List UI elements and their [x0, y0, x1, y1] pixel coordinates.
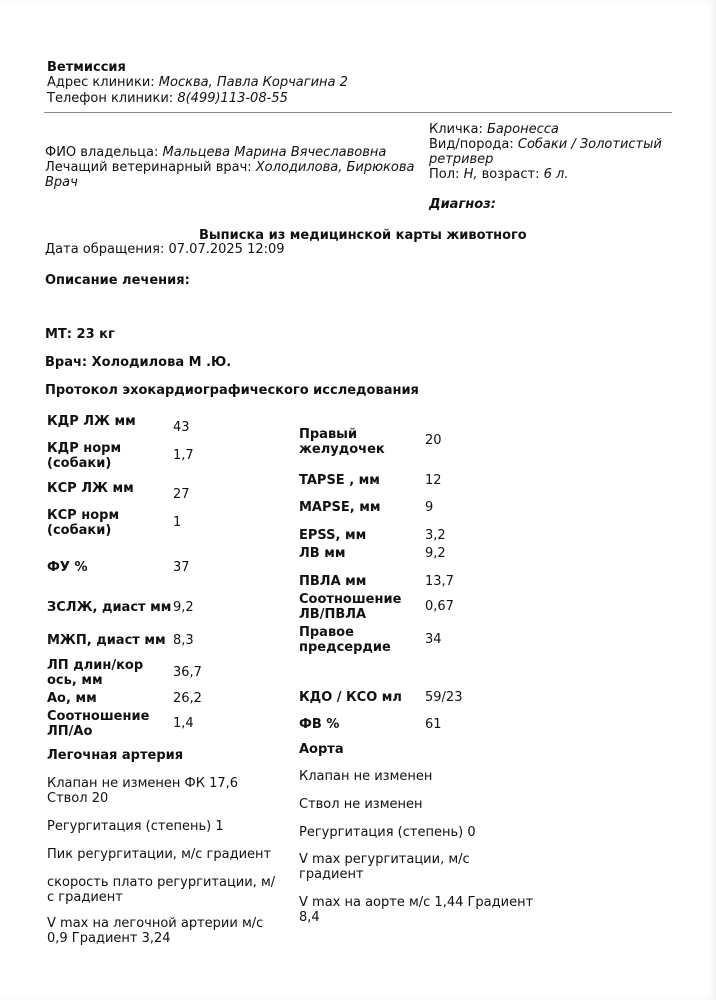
clinic-address-label: Адрес клиники:: [47, 75, 155, 90]
aorta-trunk-line: Ствол не изменен: [299, 797, 423, 812]
treating-doctor: Врач: Холодилова М .Ю.: [45, 355, 232, 370]
mapse-label: MAPSE, мм: [299, 500, 381, 515]
ksr-lzh-value: 27: [173, 487, 190, 502]
nickname-line: [429, 122, 559, 137]
ao-value: 26,2: [173, 691, 202, 706]
fu-value: 37: [173, 560, 190, 575]
tapse-label: TAPSE , мм: [299, 473, 380, 488]
zslzh-value: 9,2: [173, 600, 194, 615]
pulmonary-peak-line: Пик регургитации, м/с градиент: [47, 847, 272, 862]
kdo-kso-label: КДО / КСО мл: [299, 690, 402, 705]
doctor-label: Лечащий ветеринарный врач:: [45, 160, 252, 175]
diagnosis-label: Диагноз:: [429, 197, 496, 212]
ksr-norm-label-cont: (собаки): [47, 523, 112, 538]
breed-line: [429, 137, 662, 152]
ra-label: Правое: [299, 625, 354, 640]
nickname-value: Баронесса: [487, 122, 559, 137]
aorta-vmax-line: V max на аорте м/с 1,44 Градиент: [299, 895, 534, 910]
lv-value: 9,2: [425, 546, 446, 561]
lp-value: 36,7: [173, 665, 202, 680]
kdr-lzh-value: 43: [173, 420, 190, 435]
protocol-title: Протокол эхокардиографического исследования: [45, 383, 419, 398]
pulmonary-vmax-line: V max на легочной артерии м/с: [47, 916, 264, 931]
mzhp-value: 8,3: [173, 633, 194, 648]
zslzh-label: ЗСЛЖ, диаст мм: [47, 600, 172, 615]
ao-label: Ао, мм: [47, 691, 97, 706]
lv-label: ЛВ мм: [299, 546, 346, 561]
pulmonary-valve-line: Клапан не изменен ФК 17,6: [47, 776, 239, 791]
breed-value-cont: ретривер: [429, 152, 494, 167]
pulmonary-trunk-line: Ствол 20: [47, 791, 109, 806]
lv-pvla-label: Соотношение: [299, 592, 402, 607]
pulmonary-regurg-line: Регургитация (степень) 1: [47, 819, 224, 834]
sex-label: Пол:: [429, 167, 460, 182]
clinic-address: [47, 75, 348, 90]
kdr-norm-value: 1,7: [173, 448, 194, 463]
ksr-lzh-label: КСР ЛЖ мм: [47, 481, 134, 496]
header-divider: [44, 112, 672, 113]
clinic-address-value: Москва, Павла Корчагина 2: [158, 75, 348, 90]
treatment-label: Описание лечения:: [45, 273, 190, 288]
clinic-phone-value: 8(499)113-08-55: [177, 91, 288, 106]
fv-label: ФВ %: [299, 717, 340, 732]
doctor-value: Холодилова, Бирюкова: [255, 160, 415, 175]
breed-label: Вид/порода:: [429, 137, 514, 152]
aorta-title: Аорта: [299, 742, 344, 757]
lv-pvla-value: 0,67: [425, 599, 454, 614]
epss-value: 3,2: [425, 528, 446, 543]
aorta-vmax-regurg-line: V max регургитации, м/с: [299, 852, 470, 867]
pulmonary-title: Легочная артерия: [47, 748, 184, 763]
lp-ao-value: 1,4: [173, 716, 194, 731]
clinic-name: Ветмиссия: [47, 60, 126, 75]
aorta-vmax-regurg-line-cont: градиент: [299, 867, 364, 882]
weight-line: МТ: 23 кг: [45, 327, 115, 342]
tapse-value: 12: [425, 473, 442, 488]
kdr-lzh-label: КДР ЛЖ мм: [47, 414, 136, 429]
ksr-norm-label: КСР норм: [47, 508, 120, 523]
clinic-phone-label: Телефон клиники:: [47, 91, 174, 106]
sex-age-line: [429, 167, 568, 182]
lp-ao-label: Соотношение: [47, 709, 150, 724]
fu-label: ФУ %: [47, 560, 88, 575]
lp-label-cont: ось, мм: [47, 673, 103, 688]
rv-value: 20: [425, 433, 442, 448]
owner-value: Мальцева Марина Вячеславовна: [162, 145, 387, 160]
rv-label: Правый: [299, 427, 358, 442]
pulmonary-plateau-line-cont: с градиент: [47, 890, 123, 905]
age-label: возраст:: [481, 167, 540, 182]
kdr-norm-label-cont: (собаки): [47, 456, 112, 471]
visit-date: Дата обращения: 07.07.2025 12:09: [45, 242, 285, 257]
ra-value: 34: [425, 632, 442, 647]
ksr-norm-value: 1: [173, 515, 182, 530]
doctor-value-cont: Врач: [45, 175, 78, 190]
pulmonary-vmax-line-cont: 0,9 Градиент 3,24: [47, 931, 171, 946]
breed-value: Собаки / Золотистый: [517, 137, 662, 152]
rv-label-cont: желудочек: [299, 442, 385, 457]
ra-label-cont: предсердие: [299, 640, 391, 655]
pulmonary-plateau-line: скорость плато регургитации, м/: [47, 875, 276, 890]
aorta-vmax-line-cont: 8,4: [299, 910, 320, 925]
pvla-label: ПВЛА мм: [299, 574, 367, 589]
mzhp-label: МЖП, диаст мм: [47, 633, 166, 648]
owner-label: ФИО владельца:: [45, 145, 159, 160]
age-value: 6 л.: [543, 167, 569, 182]
lv-pvla-label-cont: ЛВ/ПВЛА: [299, 607, 367, 622]
doctor-line: [45, 160, 415, 175]
fv-value: 61: [425, 717, 442, 732]
clinic-phone: [47, 91, 288, 106]
aorta-regurg-line: Регургитация (степень) 0: [299, 825, 476, 840]
lp-ao-label-cont: ЛП/Ао: [47, 724, 93, 739]
epss-label: EPSS, мм: [299, 528, 367, 543]
owner-line: [45, 145, 386, 160]
pvla-value: 13,7: [425, 574, 454, 589]
document-title: Выписка из медицинской карты животного: [199, 228, 527, 243]
aorta-valve-line: Клапан не изменен: [299, 769, 433, 784]
kdo-kso-value: 59/23: [425, 690, 463, 705]
mapse-value: 9: [425, 500, 434, 515]
nickname-label: Кличка:: [429, 122, 483, 137]
kdr-norm-label: КДР норм: [47, 441, 122, 456]
lp-label: ЛП длин/кор: [47, 658, 144, 673]
sex-value: Н,: [463, 167, 478, 182]
